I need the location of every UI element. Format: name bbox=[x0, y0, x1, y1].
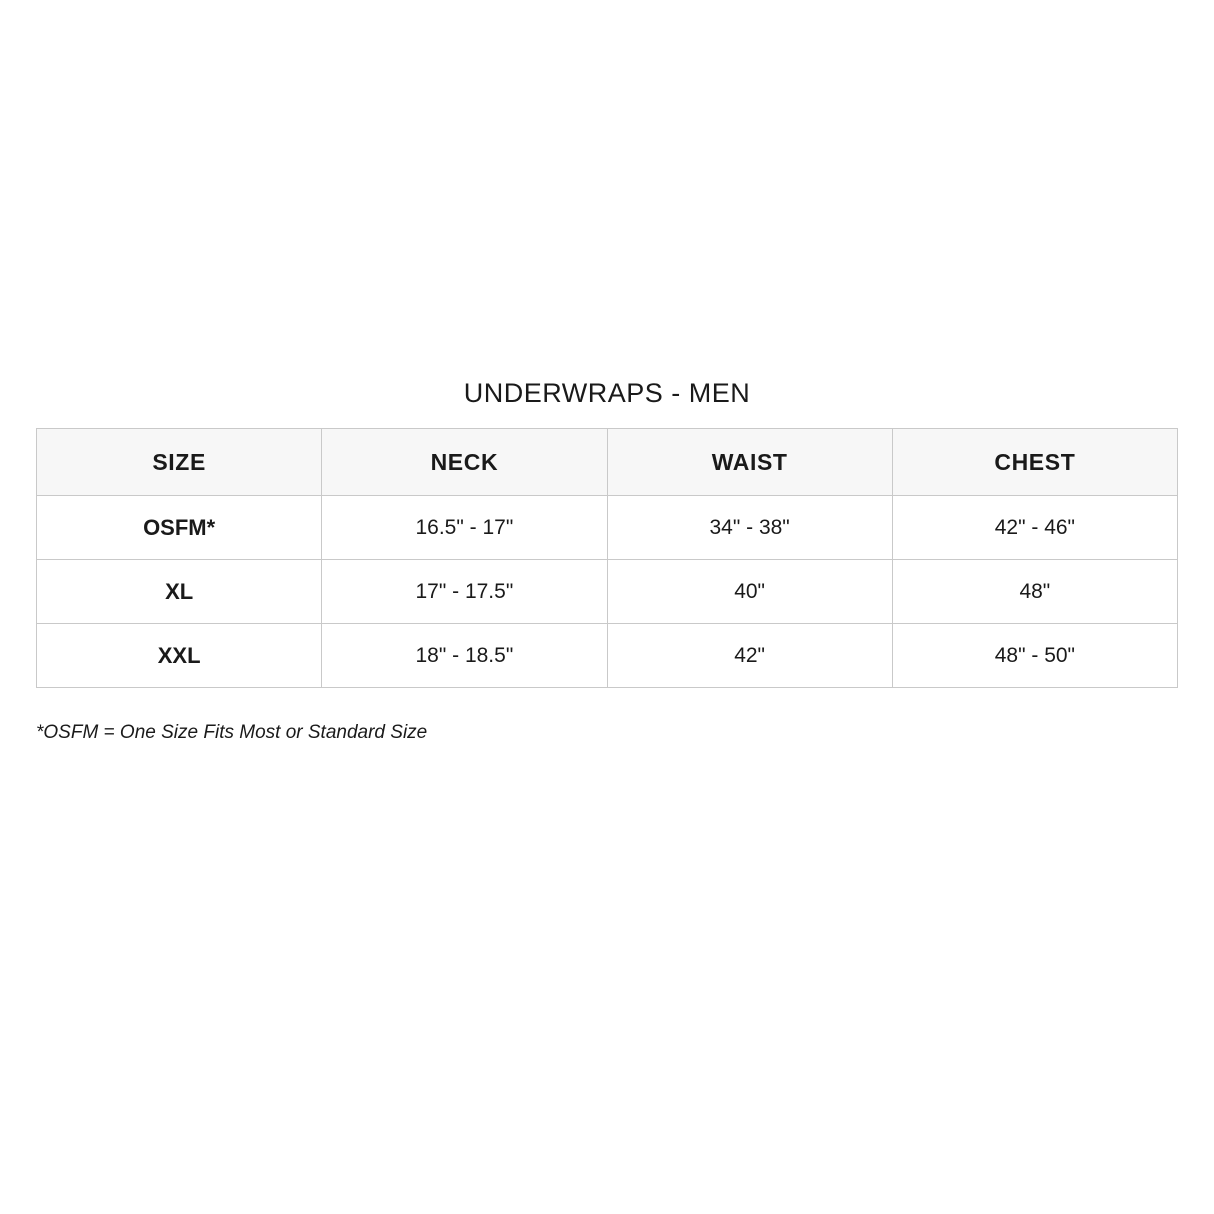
column-header-waist: WAIST bbox=[607, 429, 892, 496]
cell-chest: 48" - 50" bbox=[892, 624, 1177, 688]
footnote-text: *OSFM = One Size Fits Most or Standard Size bbox=[36, 722, 428, 743]
cell-waist: 40" bbox=[607, 560, 892, 624]
cell-chest: 42" - 46" bbox=[892, 496, 1177, 560]
column-header-chest: CHEST bbox=[892, 429, 1177, 496]
cell-neck: 17" - 17.5" bbox=[322, 560, 607, 624]
cell-neck: 16.5" - 17" bbox=[322, 496, 607, 560]
cell-waist: 42" bbox=[607, 624, 892, 688]
cell-size: XXL bbox=[37, 624, 322, 688]
table-header bbox=[37, 429, 1178, 496]
table-header-row bbox=[37, 429, 1178, 496]
cell-chest: 48" bbox=[892, 560, 1177, 624]
table-row bbox=[37, 560, 1178, 624]
table-row bbox=[37, 496, 1178, 560]
cell-size: XL bbox=[37, 560, 322, 624]
column-header-neck: NECK bbox=[322, 429, 607, 496]
table-row bbox=[37, 624, 1178, 688]
cell-size: OSFM* bbox=[37, 496, 322, 560]
cell-waist: 34" - 38" bbox=[607, 496, 892, 560]
cell-neck: 18" - 18.5" bbox=[322, 624, 607, 688]
table-body bbox=[37, 496, 1178, 688]
size-chart-table bbox=[36, 428, 1178, 688]
page-title: UNDERWRAPS - MEN bbox=[463, 378, 751, 408]
column-header-size: SIZE bbox=[37, 429, 322, 496]
